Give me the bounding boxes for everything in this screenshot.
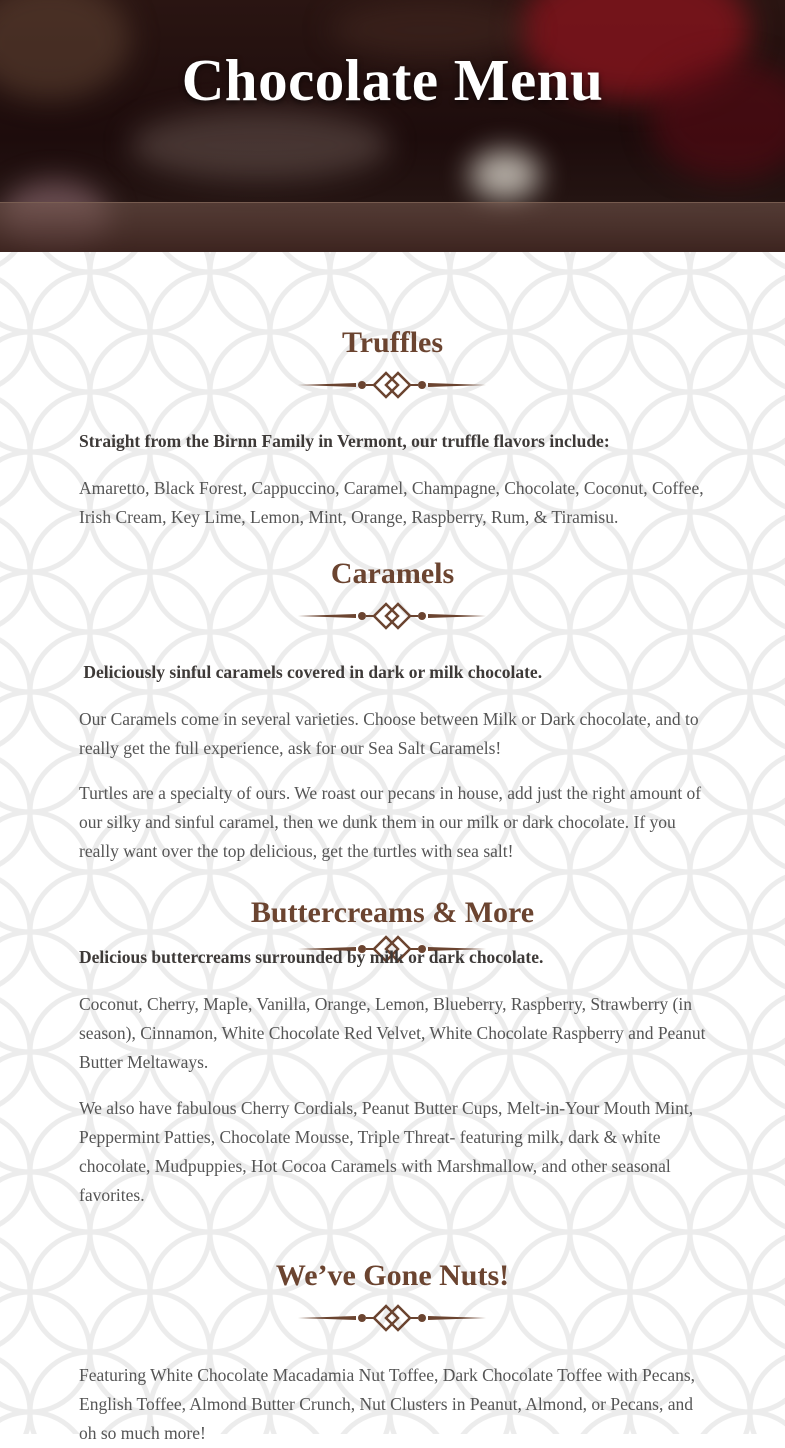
section-title: We’ve Gone Nuts!	[275, 1259, 510, 1292]
section-lead: Delicious buttercreams surrounded by milk or dark chocolate.	[79, 947, 544, 967]
section-paragraph: Coconut, Cherry, Maple, Vanilla, Orange, Lemon, Blueberry, Raspberry, Strawberry (in season), Cinnamon, White Chocolate Red Velvet, White Chocolate Raspberry and Peanut Butter Meltaways.	[79, 994, 706, 1072]
ornament-divider-icon	[296, 601, 488, 631]
section-paragraph: Our Caramels come in several varieties. Choose between Milk or Dark chocolate, and to really get the full experience, ask for our Sea Salt Caramels!	[79, 709, 699, 758]
section-paragraph: Turtles are a specialty of ours. We roast our pecans in house, add just the right amount of our silky and sinful caramel, then we dunk them in our milk or dark chocolate. If you really want over the top delicious, get the turtles with sea salt!	[79, 783, 702, 861]
section-title: Caramels	[330, 557, 455, 590]
section-title: Truffles	[341, 326, 444, 359]
hero-banner	[0, 0, 785, 252]
section-lead: Deliciously sinful caramels covered in dark or milk chocolate.	[79, 662, 543, 682]
section-paragraph: We also have fabulous Cherry Cordials, Peanut Butter Cups, Melt-in-Your Mouth Mint, Peppermint Patties, Chocolate Mousse, Triple Threat- featuring milk, dark & white chocolate, Mudpuppies, Hot Cocoa Caramels with Marshmallow, and other seasonal favorites.	[79, 1098, 694, 1205]
section-title: Buttercreams & More	[250, 896, 535, 929]
page-title: Chocolate Menu	[181, 47, 604, 113]
section-paragraph: Amaretto, Black Forest, Cappuccino, Caramel, Champagne, Chocolate, Coconut, Coffee, Irish Cream, Key Lime, Lemon, Mint, Orange, Raspberry, Rum, & Tiramisu.	[79, 478, 704, 527]
ornament-divider-icon	[296, 1303, 488, 1333]
section-lead: Straight from the Birnn Family in Vermont, our truffle flavors include:	[79, 431, 610, 451]
section-paragraph: Featuring White Chocolate Macadamia Nut Toffee, Dark Chocolate Toffee with Pecans, English Toffee, Almond Butter Crunch, Nut Clusters in Peanut, Almond, or Pecans, and oh so much more!	[79, 1365, 696, 1443]
ornament-divider-icon	[296, 370, 488, 400]
